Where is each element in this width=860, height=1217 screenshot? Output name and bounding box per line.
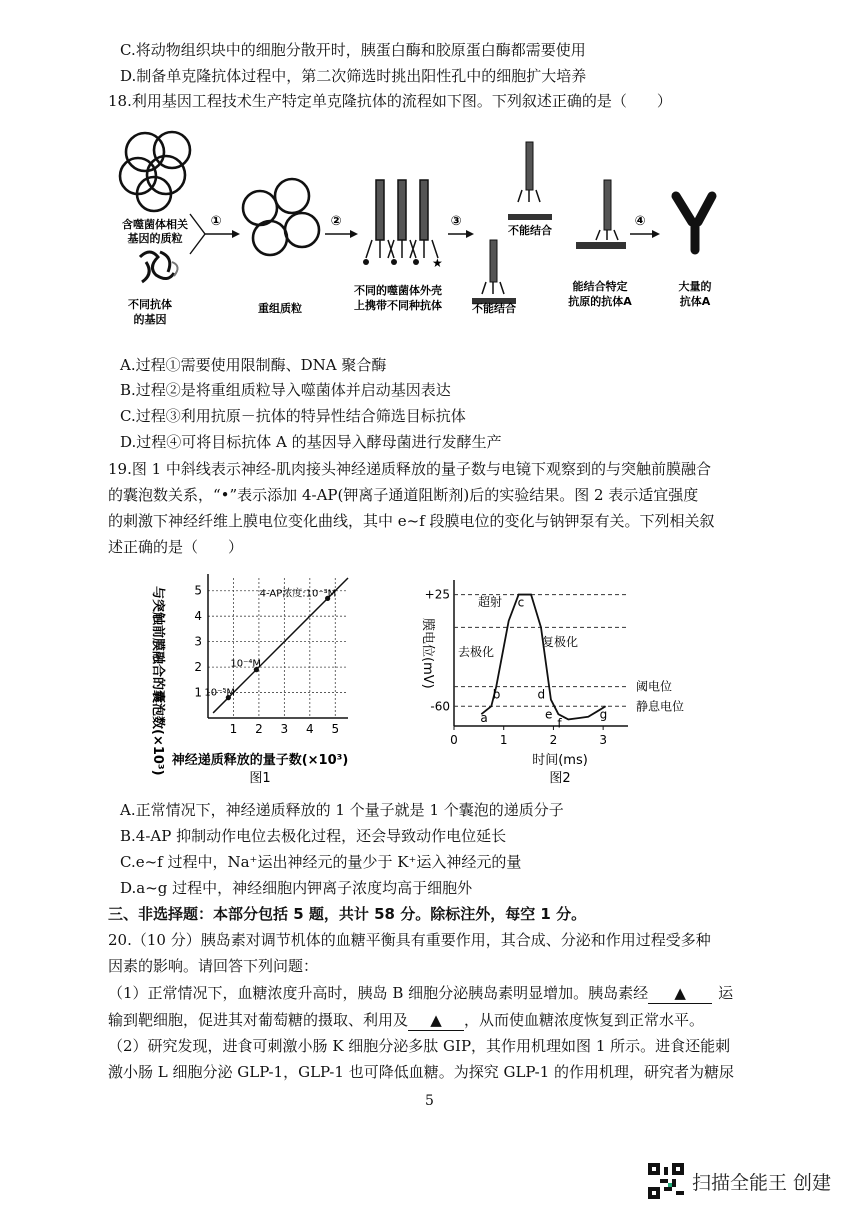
phage-group xyxy=(366,180,438,258)
qr-code-icon xyxy=(648,1163,684,1199)
figure-2-chart xyxy=(400,566,720,788)
q20-line-3-tail: 运 xyxy=(718,984,734,1002)
q20-line-4-tail: ，从而使血糖浓度恢复到正常水平。 xyxy=(464,1011,705,1029)
fig1-xtick: 2 xyxy=(255,722,263,736)
fig2-title: 图2 xyxy=(549,771,571,786)
q17-option-c: C.将动物组织块中的细胞分散开时，胰蛋白酶和胶原蛋白酶都需要使用 xyxy=(120,41,586,59)
q19-option-a: A.正常情况下，神经递质释放的 1 个量子就是 1 个囊泡的递质分子 xyxy=(120,801,564,819)
q19-option-b: B.4-AP 抑制动作电位去极化过程，还会导致动作电位延长 xyxy=(120,827,507,845)
fig1-ytick: 5 xyxy=(194,583,202,598)
can-bind-label-1: 能结合特定 xyxy=(572,280,628,293)
fig2-point-label: a xyxy=(480,711,488,726)
q18-option-c: C.过程③利用抗原－抗体的特异性结合筛选目标抗体 xyxy=(120,407,466,425)
fig2-ytick: +25 xyxy=(424,587,450,602)
scanner-watermark xyxy=(648,1163,831,1199)
step-1-label: ① xyxy=(210,214,222,229)
fig2-point-label: d xyxy=(537,687,546,702)
q20-line-6: 激小肠 L 细胞分泌 GLP-1，GLP-1 也可降低血糖。为探究 GLP-1 的作用机理，研究者为糖尿 xyxy=(108,1063,735,1081)
q20-line-4-text: 输到靶细胞，促进其对葡萄糖的摄取、利用及 xyxy=(108,1011,409,1029)
fig2-xtick: 0 xyxy=(450,733,458,747)
step-3-label: ③ xyxy=(450,214,462,229)
recombinant-plasmids xyxy=(243,179,319,255)
q20-line-3-text: （1）正常情况下，血糖浓度升高时，胰岛 B 细胞分泌胰岛素明显增加。胰岛素经 xyxy=(108,984,649,1002)
phage-label-2: 上携带不同种抗体 xyxy=(354,299,442,312)
fig1-ytick: 2 xyxy=(194,660,202,675)
step-2-label: ② xyxy=(330,214,342,229)
cannot-bind-top: 不能结合 xyxy=(508,224,552,237)
plasmid-label-1: 含噬菌体相关 xyxy=(122,218,188,231)
fig1-ytick: 3 xyxy=(194,634,202,649)
fig1-xtick: 1 xyxy=(229,722,238,736)
q19-stem-3: 的刺激下神经纤维上膜电位变化曲线，其中 e~f 段膜电位的变化与钠钾泵有关。下列相关叙 xyxy=(108,512,715,530)
q20-line-4 xyxy=(108,1010,704,1031)
q18-option-d: D.过程④可将目标抗体 A 的基因导入酵母菌进行发酵生产 xyxy=(120,433,502,451)
q19-stem-4: 述正确的是（ ） xyxy=(108,538,244,556)
q20-line-2: 因素的影响。请回答下列问题： xyxy=(108,957,319,975)
q20-line-5: （2）研究发现，进食可刺激小肠 K 细胞分泌多肽 GIP，其作用机理如图 1 所示。进食还能刺 xyxy=(108,1037,731,1055)
q18-option-b: B.过程②是将重组质粒导入噬菌体并启动基因表达 xyxy=(120,381,451,399)
gene-label-1: 不同抗体 xyxy=(128,298,172,311)
q20-line-3 xyxy=(108,983,733,1004)
fig2-annotation: 阈电位 xyxy=(636,679,673,694)
fig1-xtick: 5 xyxy=(331,722,340,736)
q19-option-c: C.e~f 过程中，Na⁺运出神经元的量少于 K⁺运入神经元的量 xyxy=(120,853,522,871)
q19-stem-2: 的囊泡数关系，“•”表示添加 4-AP(钾离子通道阻断剂)后的实验结果。图 2 表示适宜强度 xyxy=(108,486,699,504)
fig1-ytick: 4 xyxy=(194,609,202,624)
plasmid-cluster xyxy=(120,132,190,211)
gene-icon xyxy=(140,252,174,282)
recomb-label: 重组质粒 xyxy=(258,302,302,315)
fig2-point-label: f xyxy=(557,716,562,731)
fig2-point-label: c xyxy=(517,595,525,610)
mass-label-1: 大量的 xyxy=(678,280,712,293)
mass-label-2: 抗体A xyxy=(679,295,711,308)
fig1-annotation: 10⁻⁵M xyxy=(204,687,236,699)
watermark-text: 扫描全能王 创建 xyxy=(692,1171,832,1194)
fig1-xtick: 4 xyxy=(305,722,314,736)
fig2-ytick: -60 xyxy=(430,699,450,714)
fig2-annotation: 去极化 xyxy=(458,645,495,659)
q20-line-1: 20.（10 分）胰岛素对调节机体的血糖平衡具有重要作用，其合成、分泌和作用过程受多种 xyxy=(108,931,711,949)
antibody-icon xyxy=(676,196,712,250)
section-3-heading: 三、非选择题：本部分包括 5 题，共计 58 分。除标注外，每空 1 分。 xyxy=(108,905,587,923)
fig2-point-label: e xyxy=(544,707,553,722)
fig1-xlabel: 神经递质释放的量子数(×10³) xyxy=(171,753,349,768)
fig1-title: 图1 xyxy=(249,771,271,786)
q18-flow-figure xyxy=(110,122,750,344)
svg-text:★: ★ xyxy=(432,256,443,270)
fig1-annotation: 10⁻⁴M xyxy=(230,658,262,670)
fig1-ylabel: 与突触前膜融合的囊泡数(×10³) xyxy=(150,586,165,776)
fig1-annotation: 4-AP浓度:10⁻³M xyxy=(259,588,337,600)
fig2-xtick: 1 xyxy=(499,733,508,747)
fig2-annotation: 超射 xyxy=(478,595,503,609)
fig2-xlabel: 时间(ms) xyxy=(532,753,588,768)
step-4-label: ④ xyxy=(634,214,646,229)
plasmid-label-2: 基因的质粒 xyxy=(127,232,183,245)
figure-1-chart xyxy=(140,566,380,788)
fig1-xtick: 3 xyxy=(280,722,289,736)
cannot-bind-bottom: 不能结合 xyxy=(472,302,516,315)
page-number: 5 xyxy=(425,1093,434,1109)
fig2-xtick: 2 xyxy=(549,733,558,747)
gene-label-2: 的基因 xyxy=(133,313,167,326)
fig2-annotation: 复极化 xyxy=(542,635,579,649)
can-bind-label-2: 抗原的抗体A xyxy=(568,295,632,308)
q18-option-a: A.过程①需要使用限制酶、DNA 聚合酶 xyxy=(120,356,387,374)
fig2-point-label: g xyxy=(599,707,608,722)
fig2-xtick: 3 xyxy=(599,733,607,747)
q18-stem: 18.利用基因工程技术生产特定单克隆抗体的流程如下图。下列叙述正确的是（ ） xyxy=(108,92,672,110)
q17-option-d: D.制备单克隆抗体过程中，第二次筛选时挑出阳性孔中的细胞扩大培养 xyxy=(120,67,587,85)
answer-blank-2[interactable]: ▲ xyxy=(408,1010,464,1031)
phage-label-1: 不同的噬菌体外壳 xyxy=(354,284,442,297)
fig2-annotation: 静息电位 xyxy=(636,699,685,714)
fig1-ytick: 1 xyxy=(194,685,202,700)
fig2-point-label: b xyxy=(492,687,501,702)
fig2-ylabel: 膜电位(mV) xyxy=(420,618,435,689)
answer-blank-1[interactable]: ▲ xyxy=(648,983,712,1004)
q19-option-d: D.a~g 过程中，神经细胞内钾离子浓度均高于细胞外 xyxy=(120,879,473,897)
q19-stem-1: 19.图 1 中斜线表示神经-肌肉接头神经递质释放的量子数与电镜下观察到的与突触前膜融合 xyxy=(108,460,712,478)
